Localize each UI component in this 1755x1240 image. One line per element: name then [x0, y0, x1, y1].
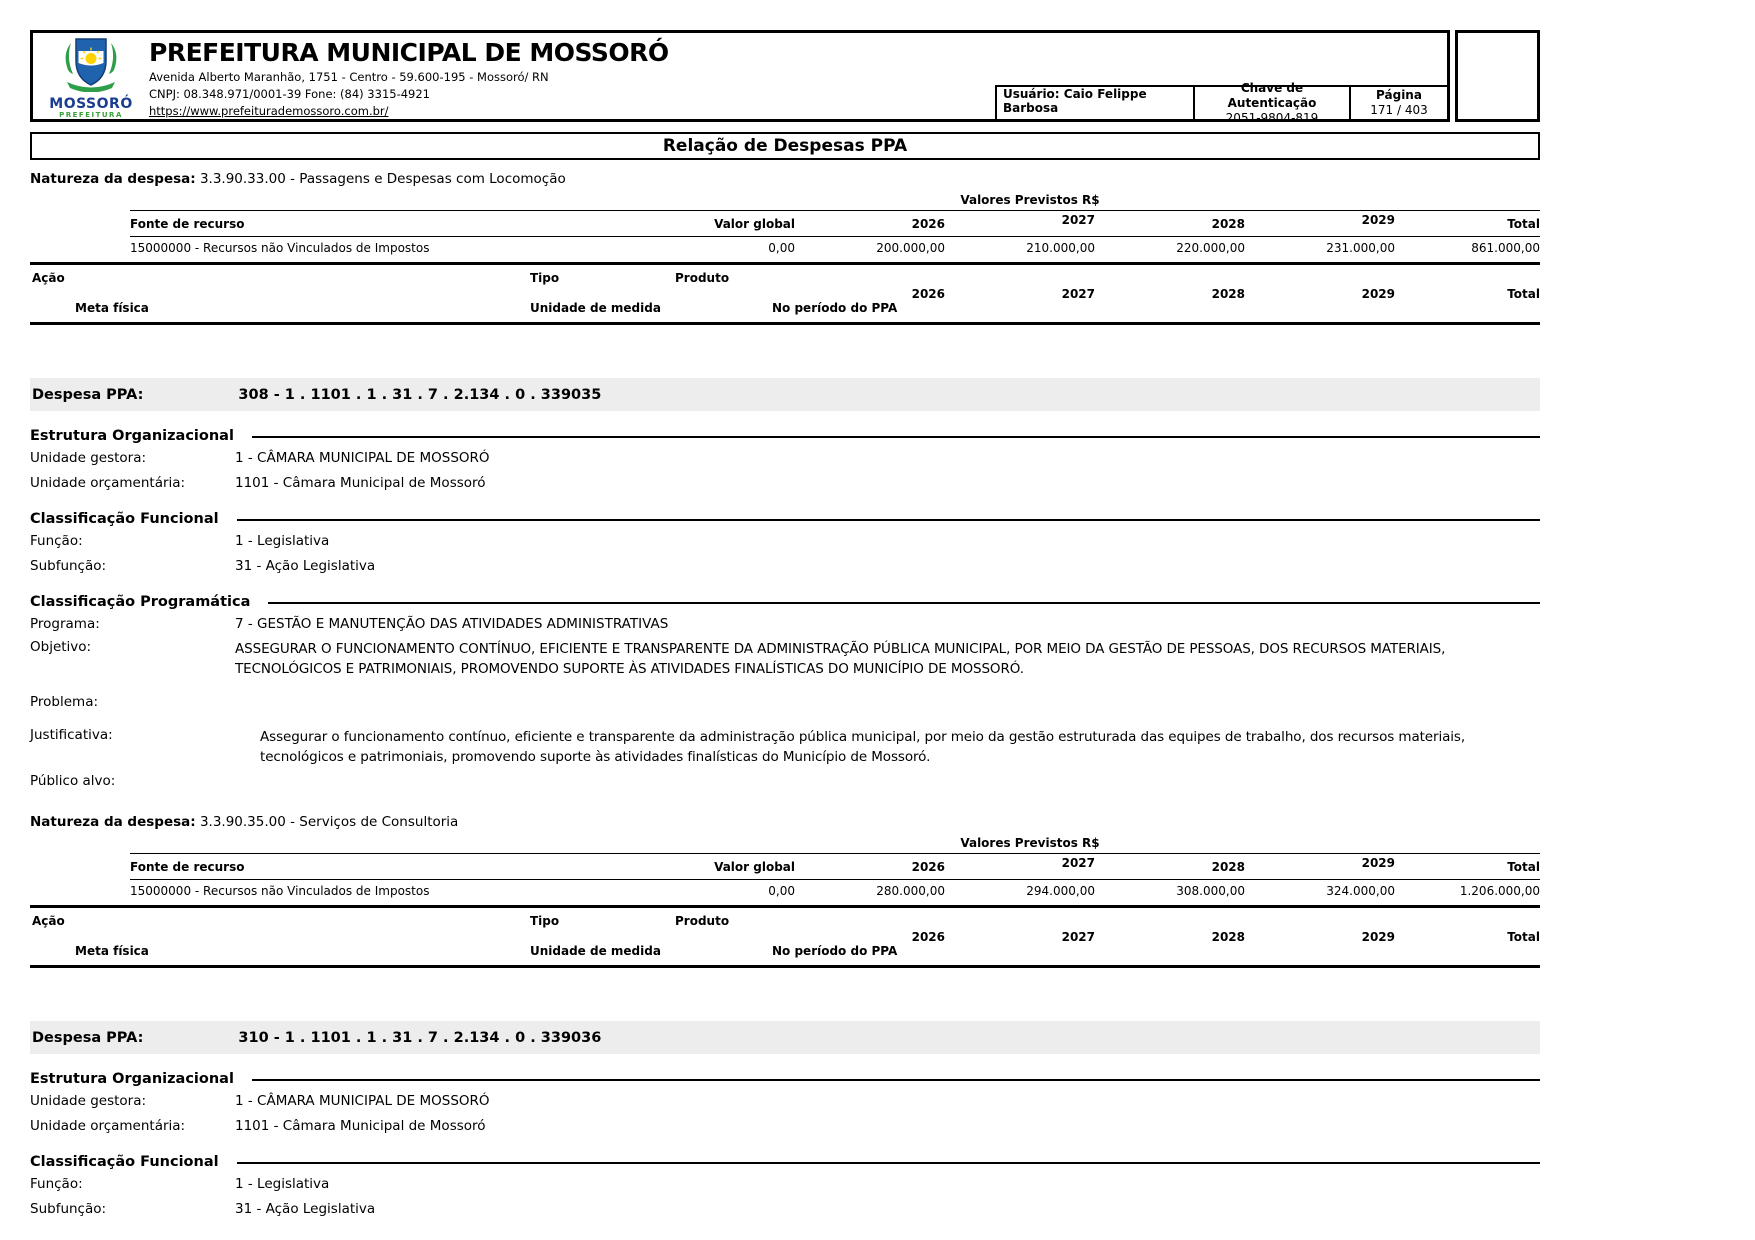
- no-periodo-label: No período do PPA: [772, 301, 898, 315]
- tipo-label: Tipo: [530, 271, 560, 285]
- acao-year-2029: 2029: [1361, 286, 1395, 301]
- acao-year-2028: 2028: [1211, 929, 1245, 944]
- col-fonte-de-recurso: Fonte de recurso: [130, 859, 245, 874]
- fonte-name: 15000000 - Recursos não Vinculados de Impostos: [130, 241, 430, 255]
- header-box: [30, 30, 1450, 125]
- classificacao-funcional-heading-1: Classificação Funcional: [30, 511, 1540, 527]
- col-fonte-de-recurso: Fonte de recurso: [130, 216, 245, 231]
- fonte-2027: 294.000,00: [1026, 884, 1095, 898]
- auth-key-label: Chave de Autenticação: [1227, 80, 1317, 110]
- col-valor-global: Valor global: [714, 859, 795, 874]
- col-2027: 2027: [1061, 855, 1095, 870]
- col-total: Total: [1507, 216, 1540, 231]
- col-2028: 2028: [1211, 859, 1245, 874]
- heading-rule: [237, 519, 1540, 521]
- natureza-label: Natureza da despesa:: [30, 814, 196, 830]
- mossoro-crest-icon: [54, 77, 128, 96]
- unidade-medida-label: Unidade de medida: [530, 944, 661, 958]
- produto-label: Produto: [675, 271, 730, 285]
- col-2029: 2029: [1361, 212, 1395, 227]
- publico-alvo-row: Público alvo:: [30, 773, 116, 789]
- acao-year-2027: 2027: [1061, 286, 1095, 301]
- acao-year-2028: 2028: [1211, 286, 1245, 301]
- acao-header-band-1: [30, 262, 1540, 325]
- meta-fisica-label: Meta física: [75, 301, 149, 315]
- unidade-gestora-row-1: Unidade gestora: 1 - CÂMARA MUNICIPAL DE MOSSORÓ: [30, 450, 490, 466]
- fonte-row-1: [130, 237, 1540, 259]
- page-number-cell: [1349, 87, 1447, 119]
- acao-year-2026: 2026: [911, 929, 945, 944]
- logo-city-name: MOSSORÓ: [49, 96, 133, 112]
- col-valor-global: Valor global: [714, 216, 795, 231]
- valores-previstos-caption: Valores Previstos R$: [960, 836, 1100, 850]
- valores-table-2: [130, 830, 1540, 905]
- fonte-2029: 324.000,00: [1326, 884, 1395, 898]
- fonte-total: 1.206.000,00: [1459, 884, 1540, 898]
- heading-rule: [237, 1162, 1540, 1164]
- report-title: Relação de Despesas PPA: [662, 136, 908, 156]
- col-2028: 2028: [1211, 216, 1245, 231]
- org-block: [149, 39, 669, 119]
- funcao-row-2: Função: 1 - Legislativa: [30, 1176, 330, 1192]
- natureza-label: Natureza da despesa:: [30, 171, 196, 187]
- subfuncao-row-2: Subfunção: 31 - Ação Legislativa: [30, 1201, 376, 1217]
- page-number-value: 171 / 403: [1370, 103, 1428, 117]
- fonte-2026: 280.000,00: [876, 884, 945, 898]
- despesa-ppa-label: Despesa PPA:: [32, 386, 144, 403]
- acao-year-2027: 2027: [1061, 929, 1095, 944]
- auth-key-value: 2051-9804-819: [1225, 110, 1319, 125]
- valores-previstos-caption: Valores Previstos R$: [960, 193, 1100, 207]
- fonte-2028: 308.000,00: [1176, 884, 1245, 898]
- unidade-orcamentaria-row-2: Unidade orçamentária: 1101 - Câmara Municipal de Mossoró: [30, 1118, 486, 1134]
- natureza-value: 3.3.90.35.00 - Serviços de Consultoria: [199, 814, 459, 830]
- logo-subtitle: PREFEITURA: [59, 111, 123, 119]
- valores-table-1: [130, 187, 1540, 262]
- fonte-name: 15000000 - Recursos não Vinculados de Impostos: [130, 884, 430, 898]
- col-2027: 2027: [1061, 212, 1095, 227]
- fonte-row-2: [130, 880, 1540, 902]
- despesa-ppa-band-1: [30, 378, 1540, 411]
- fonte-valor-global: 0,00: [768, 884, 795, 898]
- acao-total-label: Total: [1507, 929, 1540, 944]
- acao-total-label: Total: [1507, 286, 1540, 301]
- produto-label: Produto: [675, 914, 730, 928]
- page-header: [30, 30, 1540, 125]
- natureza-value: 3.3.90.33.00 - Passagens e Despesas com Locomoção: [199, 171, 566, 187]
- objetivo-row: Objetivo: ASSEGURAR O FUNCIONAMENTO CONTÍNUO, EFICIENTE E TRANSPARENTE DA ADMINISTRAÇÃO PÚBLICA MUNICIPAL, POR MEIO DA GESTÃO DE PESSOAS, DOS RECURSOS MATERIAIS, TECNOLÓGICOS E PATRIMONIAIS, PROMOVENDO SUPORTE ÀS ATIVIDADES FINALÍSTICAS DO MUNICÍPIO DE MOSSORÓ.: [30, 639, 1446, 678]
- no-periodo-label: No período do PPA: [772, 944, 898, 958]
- meta-fisica-label: Meta física: [75, 944, 149, 958]
- auth-cells: [995, 80, 1447, 125]
- acao-year-2029: 2029: [1361, 929, 1395, 944]
- col-2026: 2026: [911, 859, 945, 874]
- valores-table-1-header: [130, 210, 1540, 237]
- user-cell: Usuário: Caio Felippe Barbosa: [1003, 87, 1147, 115]
- tipo-label: Tipo: [530, 914, 560, 928]
- fonte-2027: 210.000,00: [1026, 241, 1095, 255]
- fonte-valor-global: 0,00: [768, 241, 795, 255]
- justificativa-row: Justificativa: Assegurar o funcionamento contínuo, eficiente e transparente da administração pública municipal, por meio da gestão estruturada das equipes de trabalho, dos recursos materiais, tecnológicos e patrimoniais, promovendo suporte às atividades finalísticas do Município de Mossoró.: [30, 726, 1466, 765]
- unidade-orcamentaria-row-1: Unidade orçamentária: 1101 - Câmara Municipal de Mossoró: [30, 475, 486, 491]
- acao-year-2026: 2026: [911, 286, 945, 301]
- org-name: PREFEITURA MUNICIPAL DE MOSSORÓ: [149, 38, 669, 67]
- fonte-2029: 231.000,00: [1326, 241, 1395, 255]
- fonte-total: 861.000,00: [1471, 241, 1540, 255]
- page-number-label: Página: [1376, 88, 1422, 102]
- despesa-ppa-band-2: [30, 1021, 1540, 1054]
- mossoro-logo: [41, 36, 141, 119]
- col-2026: 2026: [911, 216, 945, 231]
- despesa-ppa-label: Despesa PPA:: [32, 1029, 144, 1046]
- acao-years-2: [130, 908, 1540, 965]
- unidade-gestora-row-2: Unidade gestora: 1 - CÂMARA MUNICIPAL DE MOSSORÓ: [30, 1093, 490, 1109]
- despesa-ppa-code: 310 - 1 . 1101 . 1 . 31 . 7 . 2.134 . 0 . 339036: [238, 1029, 602, 1046]
- estrutura-organizacional-heading-1: Estrutura Organizacional: [30, 428, 1540, 444]
- heading-rule: [252, 1079, 1540, 1081]
- report-title-bar: [30, 132, 1540, 160]
- org-address: Avenida Alberto Maranhão, 1751 - Centro - 59.600-195 - Mossoró/ RN: [149, 69, 549, 84]
- acao-years-1: [130, 265, 1540, 322]
- classificacao-programatica-heading: Classificação Programática: [30, 594, 1540, 610]
- heading-rule: [252, 436, 1540, 438]
- header-empty-box: [1455, 30, 1540, 122]
- unidade-medida-label: Unidade de medida: [530, 301, 661, 315]
- subfuncao-row-1: Subfunção: 31 - Ação Legislativa: [30, 558, 376, 574]
- despesa-ppa-code: 308 - 1 . 1101 . 1 . 31 . 7 . 2.134 . 0 . 339035: [238, 386, 602, 403]
- fonte-2026: 200.000,00: [876, 241, 945, 255]
- funcao-row-1: Função: 1 - Legislativa: [30, 533, 330, 549]
- acao-header-band-2: [30, 905, 1540, 968]
- natureza-despesa-2: [30, 814, 1540, 830]
- org-cnpj-phone: CNPJ: 08.348.971/0001-39 Fone: (84) 3315-4921: [149, 86, 430, 101]
- acao-label: Ação: [32, 271, 65, 285]
- auth-key-cell: [1193, 80, 1349, 125]
- col-total: Total: [1507, 859, 1540, 874]
- heading-rule: [268, 602, 1540, 604]
- valores-table-2-header: [130, 853, 1540, 880]
- problema-row: Problema:: [30, 693, 99, 710]
- acao-label: Ação: [32, 914, 65, 928]
- classificacao-funcional-heading-2: Classificação Funcional: [30, 1154, 1540, 1170]
- programa-row: Programa: 7 - GESTÃO E MANUTENÇÃO DAS ATIVIDADES ADMINISTRATIVAS: [30, 616, 669, 632]
- col-2029: 2029: [1361, 855, 1395, 870]
- estrutura-organizacional-heading-2: Estrutura Organizacional: [30, 1071, 1540, 1087]
- org-website-link[interactable]: https://www.prefeiturademossoro.com.br/: [149, 104, 389, 119]
- natureza-despesa-1: [30, 171, 1540, 187]
- fonte-2028: 220.000,00: [1176, 241, 1245, 255]
